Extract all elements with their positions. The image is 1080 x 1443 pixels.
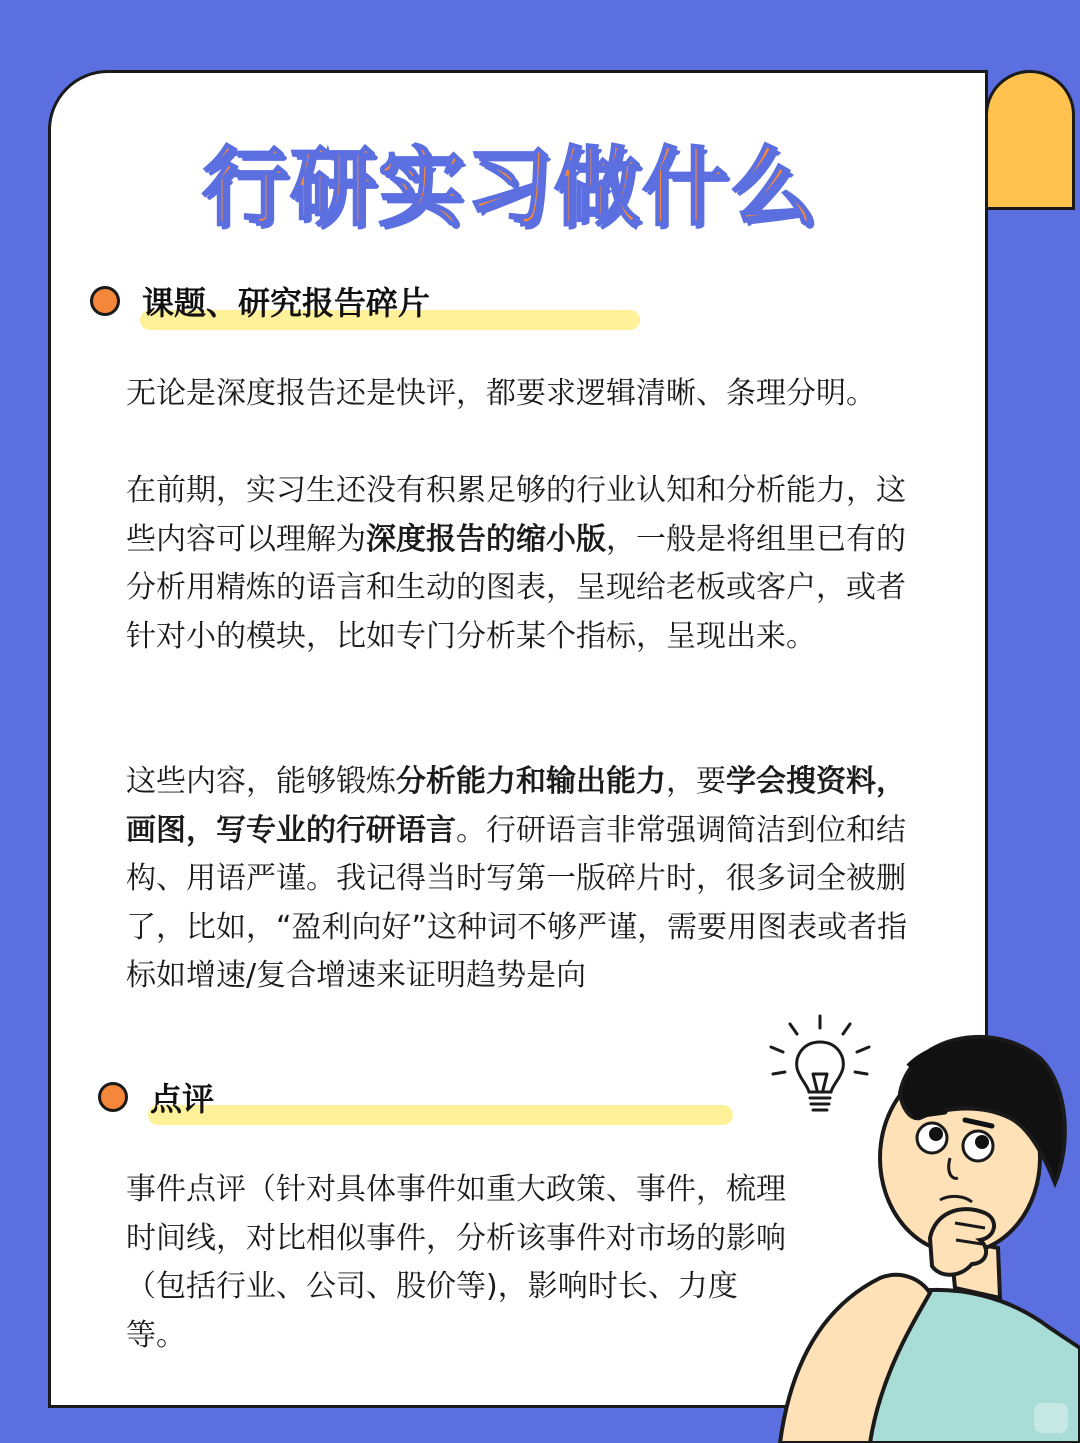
paragraph-3-bold-1: 分析能力和输出能力 bbox=[396, 764, 666, 799]
thinking-person-illustration bbox=[760, 1008, 1080, 1443]
section-heading-2 bbox=[98, 1074, 218, 1120]
section-heading-text: 点评 bbox=[150, 1080, 215, 1118]
paragraph-1: 无论是深度报告还是快评，都要求逻辑清晰、条理分明。 bbox=[126, 376, 876, 411]
heading-highlight-2 bbox=[148, 1105, 733, 1125]
watermark-badge bbox=[1034, 1403, 1068, 1433]
paragraph-2-text-b: ，一般是将组里已有的分析用精炼的语言和生动的图表，呈现给老板或客户，或者针对小的模块，比如专门分析某个指标，呈现出来。 bbox=[126, 521, 906, 654]
paragraph-4: 事件点评（针对具体事件如重大政策、事件，梳理时间线，对比相似事件，分析该事件对市场的影响（包括行业、公司、股价等)，影响时长、力度等。 bbox=[126, 1172, 786, 1353]
paragraph-2-text-a: 在前期，实习生还没有积累足够的行业认知和分析能力，这些内容可以理解为 bbox=[126, 473, 906, 557]
page-title: 行研实习做什么 bbox=[202, 138, 818, 238]
paragraph-3 bbox=[126, 758, 926, 1001]
bullet-dot-icon bbox=[98, 1082, 128, 1112]
paragraph-2-bold: 深度报告的缩小版 bbox=[366, 521, 606, 557]
paragraph-3-bold-2: 学会搜资料，画图，写专业的行研语言 bbox=[126, 764, 906, 848]
section-heading-1 bbox=[90, 278, 434, 324]
bullet-dot-icon bbox=[90, 286, 120, 316]
paragraph-3-text-c: 。行研语言非常强调简洁到位和结构、用语严谨。我记得当时写第一版碎片时，很多词全被删了，比如，“盈利向好”这种词不够严谨，需要用图表或者指标如增速/复合增速来证明趋势是向 bbox=[126, 812, 908, 993]
paragraph-3-text-a: 这些内容，能够锻炼 bbox=[126, 764, 396, 799]
paragraph-3-text-b: ，要 bbox=[666, 764, 726, 799]
section-heading-text: 课题、研究报告碎片 bbox=[142, 284, 431, 322]
paragraph-2 bbox=[126, 467, 926, 661]
